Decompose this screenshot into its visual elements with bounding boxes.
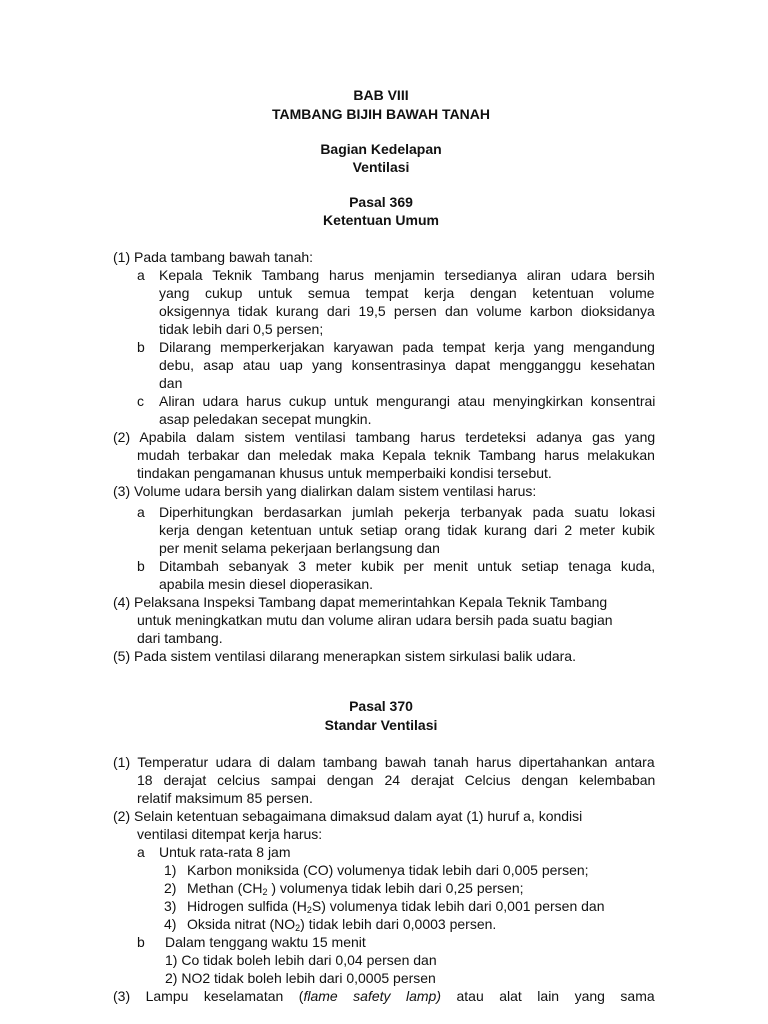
chapter-title: TAMBANG BIJIH BAWAH TANAH — [271, 106, 491, 122]
paragraph-line: 2) NO2 tidak boleh lebih dari 0,0005 persen — [165, 970, 436, 986]
paragraph-line: Untuk rata-rata 8 jam — [159, 844, 291, 860]
paragraph-line: kerja dengan ketentuan untuk setiap orang tidak kurang dari 2 meter kubik — [159, 522, 655, 538]
paragraph-line: (1) Pada tambang bawah tanah: — [113, 249, 314, 265]
paragraph-line: (2) Apabila dalam sistem ventilasi tambang harus terdeteksi adanya gas yang — [113, 429, 656, 445]
paragraph-line: yang cukup untuk semua tempat kerja dengan ketentuan volume — [159, 285, 655, 301]
paragraph-line: tidak lebih dari 0,5 persen; — [159, 321, 324, 337]
paragraph-line: ventilasi ditempat kerja harus: — [137, 826, 323, 842]
item-marker: b — [137, 558, 145, 574]
paragraph-line: Karbon moniksida (CO) volumenya tidak lebih dari 0,005 persen; — [187, 862, 589, 878]
paragraph-line: dan — [159, 375, 183, 391]
pasal-370-number: Pasal 370 — [349, 698, 413, 714]
sub-item-marker: 2) — [164, 880, 177, 896]
paragraph-line: (2) Selain ketentuan sebagaimana dimaksud dalam ayat (1) huruf a, kondisi — [113, 808, 583, 824]
paragraph-line: Aliran udara harus cukup untuk mengurangi atau menyingkirkan konsentrai — [159, 393, 656, 409]
paragraph-line: oksigennya tidak kurang dari 19,5 persen dan volume karbon dioksidanya — [159, 303, 655, 319]
paragraph-line: Dilarang memperkerjakan karyawan pada tempat kerja yang mengandung — [159, 339, 655, 355]
paragraph-line: Hidrogen sulfida $(H_2S)$ volumenya tidak lebih dari 0,001 persen dan — [187, 898, 605, 915]
part-number: Bagian Kedelapan — [320, 141, 442, 157]
item-marker: a — [137, 267, 145, 283]
item-marker: c — [137, 393, 144, 409]
paragraph-line: 1) Co tidak boleh lebih dari 0,04 persen dan — [165, 952, 437, 968]
sub-item-marker: 4) — [164, 916, 177, 932]
paragraph-line: tindakan pengamanan khusus untuk memperbaiki kondisi tersebut. — [137, 465, 552, 481]
part-title: Ventilasi — [352, 159, 410, 175]
pasal-370-title: Standar Ventilasi — [324, 717, 438, 733]
item-marker: a — [137, 504, 145, 520]
paragraph-line: Oksida nitrat $(NO_2)$ tidak lebih dari 0,0003 persen. — [187, 916, 497, 933]
paragraph-line: Ditambah sebanyak 3 meter kubik per menit untuk setiap tenaga kuda, — [159, 558, 656, 574]
paragraph-line: Kepala Teknik Tambang harus menjamin tersedianya aliran udara bersih — [159, 267, 655, 283]
item-marker: b — [137, 339, 145, 355]
chapter-number: BAB VIII — [353, 87, 409, 103]
paragraph-line: debu, asap atau uap yang konsentrasinya dapat mengganggu kesehatan — [159, 357, 656, 373]
paragraph-line: 18 derajat celcius sampai dengan 24 derajat Celcius dengan kelembaban — [137, 772, 656, 788]
item-marker: b — [137, 934, 145, 950]
pasal-369-number: Pasal 369 — [349, 194, 413, 210]
paragraph-line: per menit selama pekerjaan berlangsung dan — [159, 540, 440, 556]
sub-item-marker: 1) — [164, 862, 177, 878]
paragraph-line: (4) Pelaksana Inspeksi Tambang dapat memerintahkan Kepala Teknik Tambang — [113, 594, 608, 610]
paragraph-line: apabila mesin diesel dioperasikan. — [159, 576, 374, 592]
sub-item-marker: 3) — [164, 898, 177, 914]
paragraph-line: Methan ($CH_2$ ) volumenya tidak lebih dari 0,25 persen; — [187, 880, 524, 897]
paragraph-line: Dalam tenggang waktu 15 menit — [165, 934, 366, 950]
paragraph-line: relatif maksimum 85 persen. — [137, 790, 313, 806]
paragraph-line: (1) Temperatur udara di dalam tambang bawah tanah harus dipertahankan antara — [113, 754, 655, 770]
paragraph-line: (3) Volume udara bersih yang dialirkan dalam sistem ventilasi harus: — [113, 483, 537, 499]
pasal-369-title: Ketentuan Umum — [323, 212, 439, 228]
item-marker: a — [137, 844, 145, 860]
paragraph-line: asap peledakan secepat mungkin. — [159, 411, 372, 427]
paragraph-line: (3) Lampu keselamatan (flame safety lamp) atau alat lain yang sama — [113, 988, 655, 1004]
paragraph-line: untuk meningkatkan mutu dan volume aliran udara bersih pada suatu bagian — [137, 612, 613, 628]
paragraph-line: dari tambang. — [137, 630, 223, 646]
paragraph-line: mudah terbakar dan meledak maka Kepala teknik Tambang harus melakukan — [137, 447, 655, 463]
paragraph-line: (5) Pada sistem ventilasi dilarang menerapkan sistem sirkulasi balik udara. — [113, 648, 576, 664]
paragraph-line: Diperhitungkan berdasarkan jumlah pekerja terbanyak pada suatu lokasi — [159, 504, 656, 520]
